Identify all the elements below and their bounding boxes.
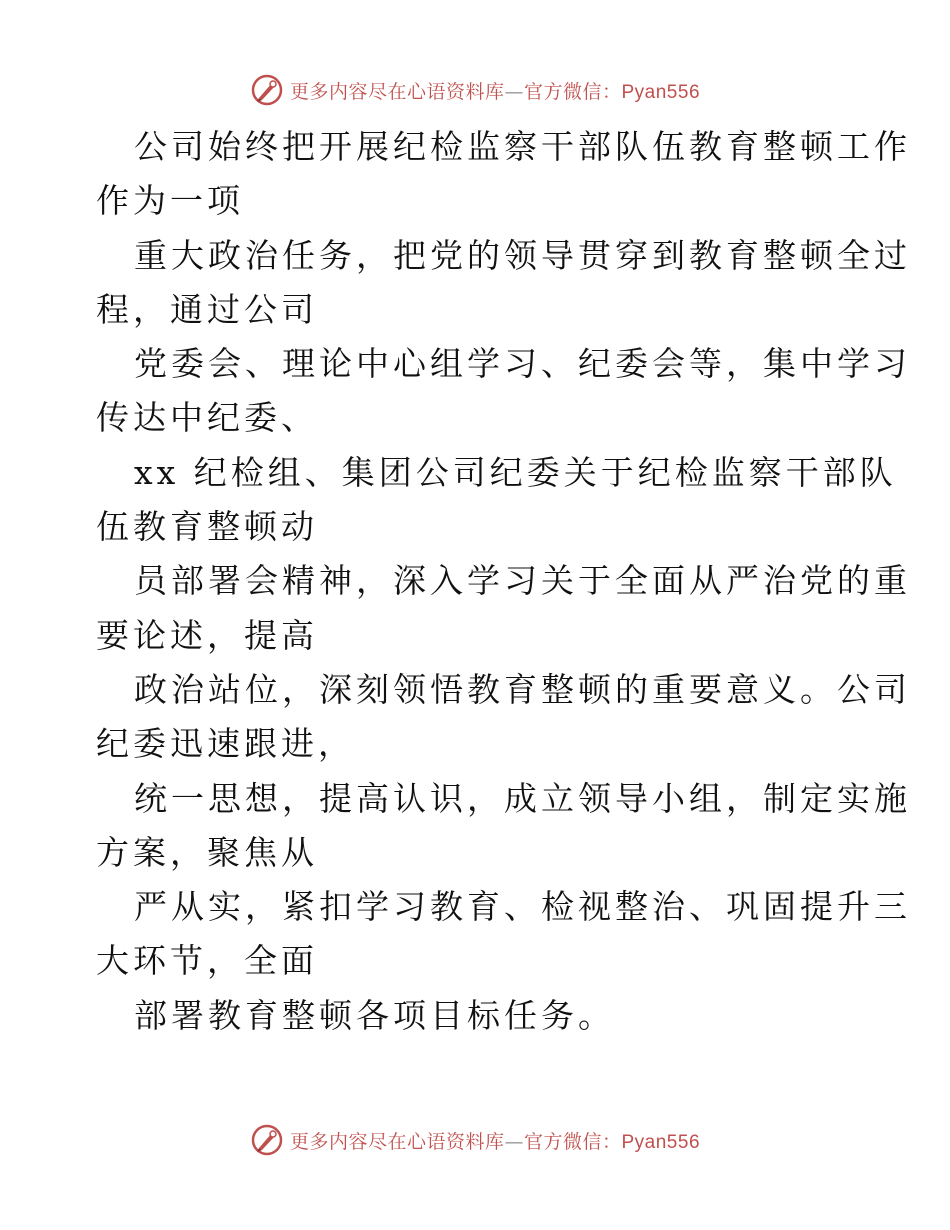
footer-banner-separator: —: [504, 1130, 524, 1153]
header-banner-text: [290, 77, 700, 104]
footer-banner-inner: [250, 1123, 700, 1157]
paragraph-line: 伍教育整顿动: [96, 507, 318, 547]
paragraph-line: 大环节，全面: [96, 941, 318, 981]
paragraph-line: 公司始终把开展纪检监察干部队伍教育整顿工作: [134, 127, 911, 166]
header-banner: [0, 70, 950, 110]
paragraph: [96, 663, 911, 772]
paragraph-line: 政治站位，深刻领悟教育整顿的重要意义。公司: [134, 669, 911, 709]
paragraph: [96, 229, 911, 338]
footer-banner: [0, 1120, 950, 1160]
paragraph: [96, 554, 911, 663]
paragraph-line: 员部署会精神，深入学习关于全面从严治党的重: [134, 561, 911, 601]
quill-logo-icon: [250, 1123, 284, 1157]
paragraph-line: 重大政治任务，把党的领导贯穿到教育整顿全过: [134, 235, 911, 275]
header-banner-main: 更多内容尽在心语资料库: [289, 80, 505, 103]
paragraph: [96, 337, 911, 446]
footer-banner-suffix: 官方微信：: [523, 1130, 622, 1153]
footer-banner-text: [290, 1127, 700, 1154]
paragraph: [96, 880, 911, 989]
header-banner-inner: [250, 73, 700, 107]
paragraph-line: 要论述，提高: [96, 615, 318, 655]
footer-banner-handle: Pyan556: [621, 1131, 701, 1153]
paragraph-line: 统一思想，提高认识，成立领导小组，制定实施: [134, 778, 911, 818]
header-banner-separator: —: [504, 80, 524, 103]
document-body: [96, 120, 911, 1043]
paragraph: [96, 772, 911, 881]
header-banner-handle: Pyan556: [621, 81, 701, 103]
paragraph-line: 作为一项: [96, 181, 244, 221]
footer-banner-main: 更多内容尽在心语资料库: [289, 1130, 505, 1153]
header-banner-suffix: 官方微信：: [523, 80, 622, 103]
paragraph: [96, 989, 856, 1043]
paragraph-line: 严从实，紧扣学习教育、检视整治、巩固提升三: [134, 887, 911, 927]
paragraph-line: xx 纪检组、集团公司纪委关于纪检监察干部队: [134, 452, 897, 492]
quill-logo-icon: [250, 73, 284, 107]
paragraph: [96, 446, 897, 555]
paragraph-line: 方案，聚焦从: [96, 832, 318, 872]
paragraph: [96, 120, 911, 229]
paragraph-line: 纪委迅速跟进，: [96, 724, 355, 764]
paragraph-line: 程，通过公司: [96, 289, 318, 329]
paragraph-line: 党委会、理论中心组学习、纪委会等，集中学习: [134, 344, 911, 384]
paragraph-line: 部署教育整顿各项目标任务。: [134, 995, 615, 1035]
paragraph-line: 传达中纪委、: [96, 398, 318, 438]
